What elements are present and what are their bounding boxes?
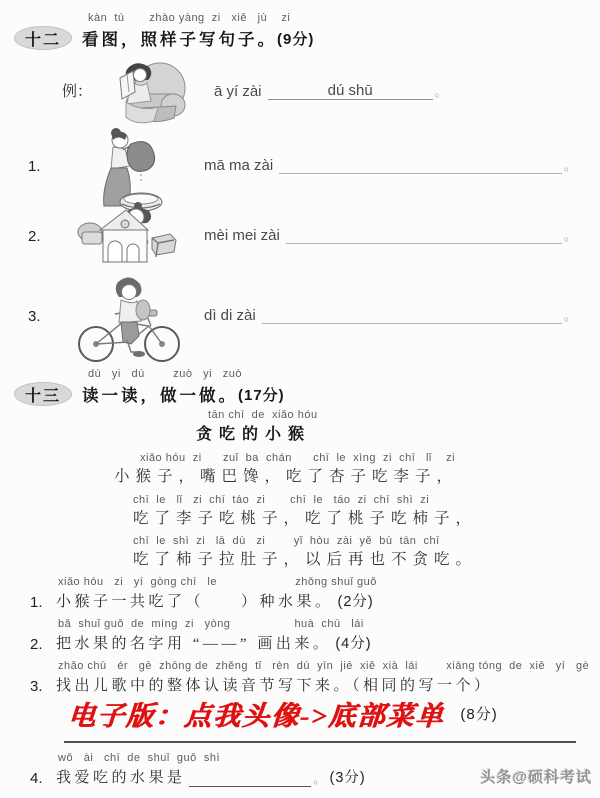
item-row-2 bbox=[28, 202, 576, 268]
row2-sentence bbox=[204, 202, 576, 244]
poem-title-pinyin: tān chī de xiǎo hóu bbox=[208, 409, 318, 421]
mom-washing-illustration bbox=[54, 126, 204, 214]
row2-pinyin: mèi mei zài bbox=[204, 227, 285, 244]
q2-text: 把水果的名字用 “——” 画出来。 bbox=[56, 636, 332, 652]
section12-title: 看图，照样子写句子。 bbox=[82, 31, 277, 49]
q3-score: (8分) bbox=[460, 706, 498, 723]
q4-score: (3分) bbox=[329, 770, 366, 786]
ad-row bbox=[68, 694, 498, 733]
section13-score: (17分) bbox=[238, 386, 285, 404]
q4-blank-line bbox=[189, 770, 311, 787]
aunt-reading-illustration bbox=[98, 58, 190, 125]
q3-text: 找出儿歌中的整体认读音节写下来。（相同的写一个） bbox=[56, 678, 493, 694]
q1-number: 1. bbox=[30, 594, 43, 611]
poem-line3-pinyin: chī le shì zi lā dù zi yǐ hòu zài yě bù tān chī bbox=[133, 535, 440, 547]
q4-pinyin: wǒ ài chī de shuǐ guǒ shì bbox=[58, 752, 221, 764]
example-answer-blank: dú shū bbox=[268, 82, 433, 100]
item-row-1 bbox=[28, 126, 576, 214]
question-1 bbox=[30, 576, 578, 611]
section13-badge: 十三 bbox=[14, 382, 72, 406]
q2-number: 2. bbox=[30, 636, 43, 653]
q3-number: 3. bbox=[30, 678, 43, 695]
example-period: 。 bbox=[434, 85, 447, 99]
section12-pinyin: kàn tú zhào yàng zi xiě jù zi bbox=[88, 12, 291, 24]
row2-period: 。 bbox=[563, 229, 576, 243]
row2-blank-line bbox=[286, 226, 562, 244]
row2-number: 2. bbox=[28, 228, 41, 245]
q2-score: (4分) bbox=[335, 636, 372, 652]
row1-blank-line bbox=[279, 156, 562, 174]
row3-pinyin: dì di zài bbox=[204, 307, 260, 324]
q1-score: (2分) bbox=[337, 594, 374, 610]
row3-sentence bbox=[204, 274, 576, 324]
row3-period: 。 bbox=[563, 309, 576, 323]
sister-blocks-illustration bbox=[54, 202, 204, 268]
poem-line2-pinyin: chī le lǐ zi chī táo zi chī le táo zi chī shì zi bbox=[133, 494, 430, 506]
poem-line2-text: 吃了李子吃桃子，吃了桃子吃柿子， bbox=[133, 510, 478, 527]
row3-blank-line bbox=[262, 306, 562, 324]
row1-pinyin: mā ma zài bbox=[204, 157, 278, 174]
poem-line1-pinyin: xiǎo hóu zi zuǐ ba chán chī le xìng zi chī lǐ zi bbox=[140, 452, 456, 464]
row3-number: 3. bbox=[28, 308, 41, 325]
q1-pinyin: xiǎo hóu zi yí gòng chī le zhǒng shuǐ guǒ bbox=[58, 576, 377, 588]
q4-period: 。 bbox=[313, 772, 326, 786]
q3-answer-line bbox=[64, 741, 576, 743]
example-sentence-pinyin: ā yí zài bbox=[214, 83, 266, 100]
section12-score: (9分) bbox=[277, 30, 315, 48]
toutiao-watermark: 头条@硕科考试 bbox=[480, 769, 592, 786]
brother-bicycle-illustration bbox=[54, 274, 204, 364]
example-label: 例： bbox=[62, 84, 93, 100]
poem-line1-text: 小猴子，嘴巴馋，吃了杏子吃李子， bbox=[114, 468, 459, 485]
poem-line3-text: 吃了柿子拉肚子，以后再也不贪吃。 bbox=[133, 551, 478, 568]
row1-number: 1. bbox=[28, 158, 41, 175]
item-row-3 bbox=[28, 274, 576, 364]
q3-pinyin: zhǎo chū ér gē zhōng de zhěng tǐ rèn dú yīn jié xiě xià lái xiāng tóng de xiě yí gè bbox=[58, 660, 590, 672]
example-row bbox=[62, 58, 576, 125]
poem-title: 贪吃的小猴 bbox=[196, 426, 312, 443]
q1-text: 小猴子一共吃了（ ）种水果。 bbox=[56, 594, 334, 610]
row1-period: 。 bbox=[563, 159, 576, 173]
example-sentence bbox=[214, 58, 576, 100]
q4-text: 我爱吃的水果是 bbox=[56, 770, 186, 786]
q2-pinyin: bǎ shuǐ guǒ de míng zi yòng huà chū lái bbox=[58, 618, 364, 630]
question-2 bbox=[30, 618, 578, 653]
section12-badge: 十二 bbox=[14, 26, 72, 50]
q4-number: 4. bbox=[30, 770, 43, 787]
ad-text: 电子版：点我头像->底部菜单 bbox=[66, 701, 446, 731]
question-3 bbox=[30, 660, 590, 695]
section12-header bbox=[14, 26, 314, 50]
section13-pinyin: dú yi dú zuò yi zuò bbox=[88, 368, 242, 380]
row1-sentence bbox=[204, 126, 576, 174]
section13-header bbox=[14, 382, 285, 406]
section13-title: 读一读，做一做。 bbox=[82, 387, 238, 405]
